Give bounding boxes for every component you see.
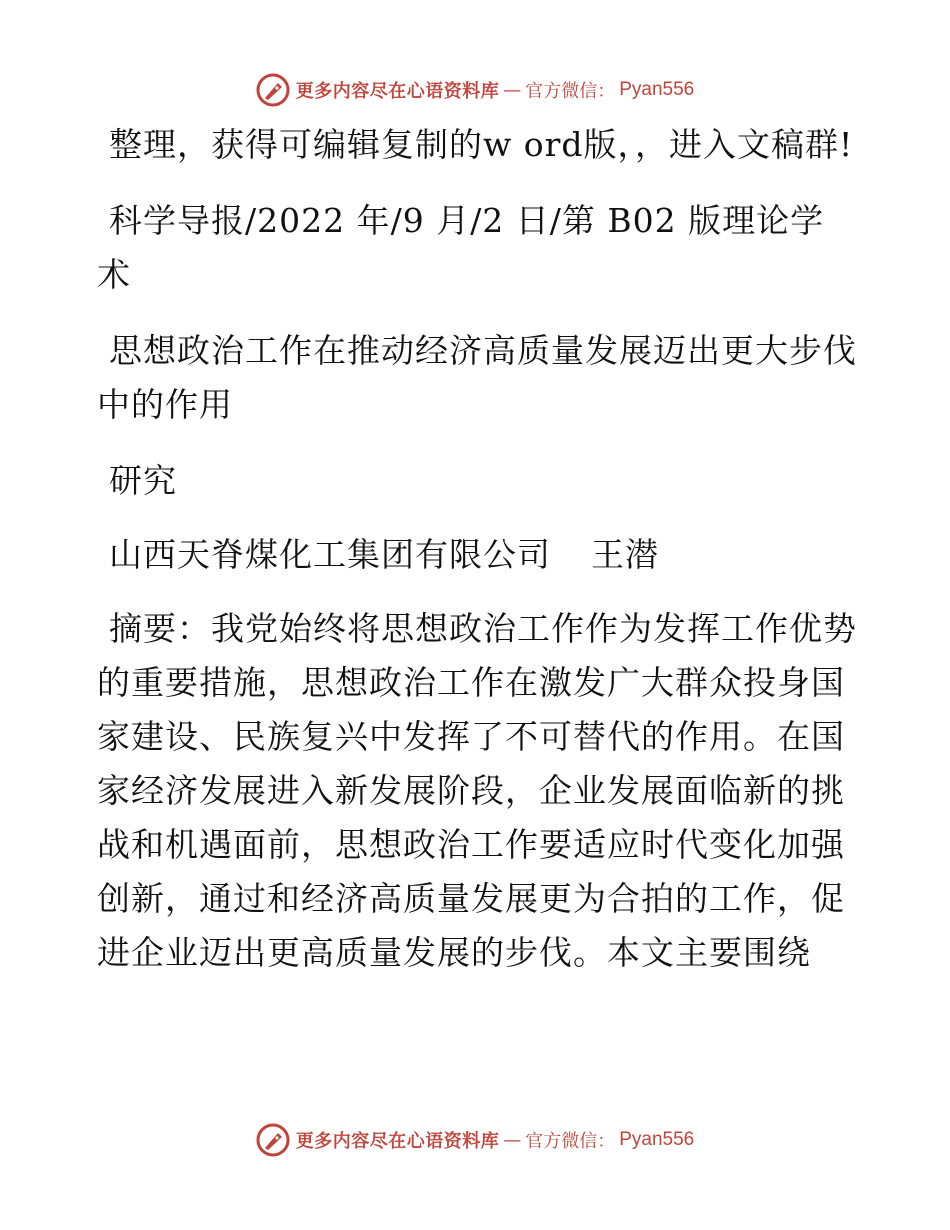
- banner-dash: —: [503, 1129, 522, 1151]
- pen-nib-logo-icon: [256, 1123, 290, 1157]
- banner-dash: —: [503, 79, 522, 101]
- banner-wechat-id: Pyan556: [619, 1129, 695, 1150]
- banner-wechat-label: 官方微信：: [525, 1131, 616, 1152]
- pen-nib-logo-icon: [256, 73, 290, 107]
- header-banner: [0, 70, 950, 110]
- banner-wechat-label: 官方微信：: [525, 81, 616, 102]
- article-title: 思想政治工作在推动经济高质量发展迈出更大步伐中的作用: [97, 331, 857, 424]
- banner-wechat-id: Pyan556: [619, 79, 695, 100]
- banner-site-name: 更多内容尽在心语资料库: [295, 81, 500, 102]
- intro-paragraph: 整理，获得可编辑复制的w ord版，，进入文稿群!: [109, 125, 854, 164]
- article-subtitle: 研究: [109, 461, 177, 500]
- organization-name: 山西天脊煤化工集团有限公司: [109, 535, 551, 574]
- document-body: [97, 118, 857, 1002]
- author-line: [97, 528, 857, 582]
- author-name: 王潜: [591, 535, 659, 574]
- footer-banner: [0, 1120, 950, 1160]
- source-line: 科学导报/2022 年/9 月/2 日/第 B02 版理论学术: [97, 201, 825, 294]
- banner-site-name: 更多内容尽在心语资料库: [295, 1131, 500, 1152]
- abstract-paragraph: 摘要：我党始终将思想政治工作作为发挥工作优势的重要措施，思想政治工作在激发广大群众投身国家建设、民族复兴中发挥了不可替代的作用。在国家经济发展进入新发展阶段，企业发展面临新的挑战和机遇面前，思想政治工作要适应时代变化加强创新，通过和经济高质量发展更为合拍的工作，促进企业迈出更高质量发展的步伐。本文主要围绕: [97, 609, 857, 972]
